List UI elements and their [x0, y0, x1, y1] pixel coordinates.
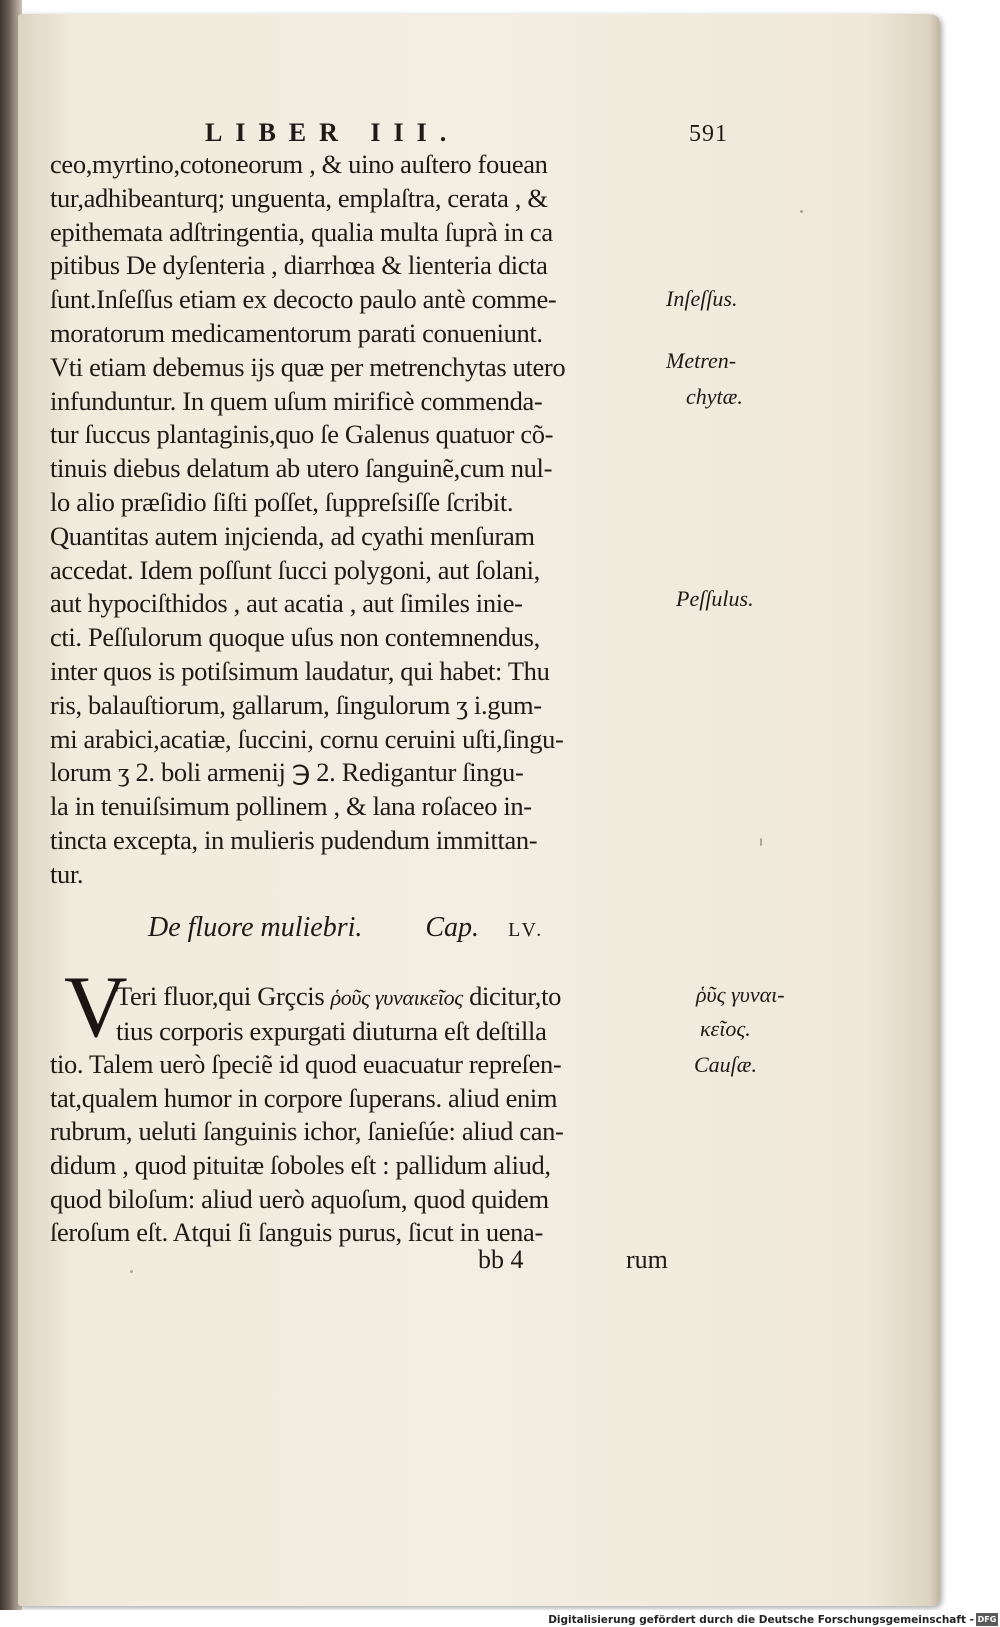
chapter-cap-label: Cap. [425, 912, 480, 943]
digitization-credit: Digitalisierung gefördert durch die Deutsche Forschungsgemeinschaft - [548, 1614, 974, 1626]
text-line: epithemata adſtringentia, qualia multa ſuprà in ca [50, 216, 553, 247]
text-line: ris, balauſtiorum, gallarum, ſingulorum ʒ i.gum- [50, 689, 542, 720]
margin-note-greek-2: κεῖος. [700, 1016, 751, 1041]
text-line: mi arabici,acatiæ, ſuccini, cornu ceruini uſti,ſingu- [50, 723, 564, 754]
text-line: ſeroſum eſt. Atqui ſi ſanguis purus, ſicut in uena- [50, 1217, 543, 1248]
margin-note-metrenchytae-2: chytæ. [686, 384, 743, 409]
text-line: cti. Peſſulorum quoque uſus non contemnendus, [50, 622, 540, 653]
text-line: aut hypociſthidos , aut acatia , aut ſimiles inie- [50, 588, 523, 619]
chapter-text-block [50, 980, 690, 1250]
text-line: rubrum, ueluti ſanguinis ichor, ſanieſúe: aliud can- [50, 1116, 564, 1147]
page-header [205, 118, 728, 148]
text-line [50, 980, 690, 1015]
text-line: ceo,myrtino,cotoneorum , & uino auſtero fouean [50, 149, 548, 179]
text-line: tio. Talem uerò ſpeciẽ id quod euacuatur repreſen- [50, 1049, 562, 1080]
text-line: tur ſuccus plantaginis,quo ſe Galenus quatuor cõ- [50, 419, 554, 450]
catchword: rum [626, 1245, 668, 1274]
signature-mark: bb 4 [478, 1245, 524, 1274]
text-line: Quantitas autem injcienda, ad cyathi menſuram [50, 520, 535, 551]
text-line: ſunt.Inſeſſus etiam ex decocto paulo antè comme- [50, 284, 557, 315]
text-line: tincta excepta, in mulieris pudendum immittan- [50, 824, 538, 855]
paper-speck [760, 838, 762, 846]
text-line: Vti etiam debemus ijs quæ per metrenchytas utero [50, 351, 566, 382]
greek-term: ῥοῦς γυναικεῖος [330, 985, 463, 1010]
paper-speck [130, 1270, 133, 1273]
text-line: didum , quod pituitæ ſoboles eſt : pallidum aliud, [50, 1149, 551, 1180]
text-segment: Teri fluor,qui Grçcis [116, 981, 331, 1011]
text-line: tur. [50, 858, 84, 889]
text-line: tur,adhibeanturq; unguenta, emplaſtra, cerata , & [50, 182, 548, 213]
decorated-initial: V [64, 959, 128, 1056]
paper-speck [800, 210, 803, 213]
text-line: lorum ʒ 2. boli armenij ℈ 2. Redigantur ſingu- [50, 757, 524, 788]
margin-note-pessulus: Peſſulus. [676, 586, 754, 611]
text-line: quod biloſum: aliud uerò aquoſum, quod quidem [50, 1183, 549, 1214]
text-line: moratorum medicamentorum parati conueniunt. [50, 317, 543, 348]
dfg-logo: DFG [977, 1615, 997, 1624]
margin-note-insessus: Inſeſſus. [666, 286, 738, 311]
margin-note-greek-1: ῥῦς γυναι- [696, 982, 785, 1007]
footer-bar [0, 1610, 1000, 1627]
margin-note-causae: Cauſæ. [694, 1052, 757, 1077]
chapter-heading [148, 912, 544, 944]
text-line: lo alio præſidio ſiſti poſſet, ſuppreſsiſſe ſcribit. [50, 486, 514, 517]
text-line: inter quos is potiſsimum laudatur, qui habet: Thu [50, 655, 550, 686]
text-line: tius corporis expurgati diuturna eſt deſtilla [116, 1015, 547, 1046]
text-line: accedat. Idem poſſunt ſucci polygoni, aut ſolani, [50, 554, 540, 585]
folio-number: 591 [689, 121, 728, 147]
text-line: infunduntur. In quem uſum mirificè commenda- [50, 385, 543, 416]
text-line: la in tenuiſsimum pollinem , & lana roſaceo in- [50, 791, 532, 822]
main-text-block [50, 148, 660, 892]
chapter-title: De fluore muliebri. [148, 912, 363, 943]
page-edge-shadow [930, 14, 940, 1606]
running-head: LIBER III. [205, 118, 460, 147]
margin-note-metrenchytae-1: Metren- [666, 348, 737, 373]
text-line: tinuis diebus delatum ab utero ſanguinẽ,cum nul- [50, 453, 553, 484]
text-segment: dicitur,to [462, 981, 561, 1011]
chapter-number: LV. [508, 919, 545, 941]
text-line: tat,qualem humor in corpore ſuperans. aliud enim [50, 1082, 558, 1113]
text-line: pitibus De dyſenteria , diarrhœa & lienteria dicta [50, 250, 548, 281]
